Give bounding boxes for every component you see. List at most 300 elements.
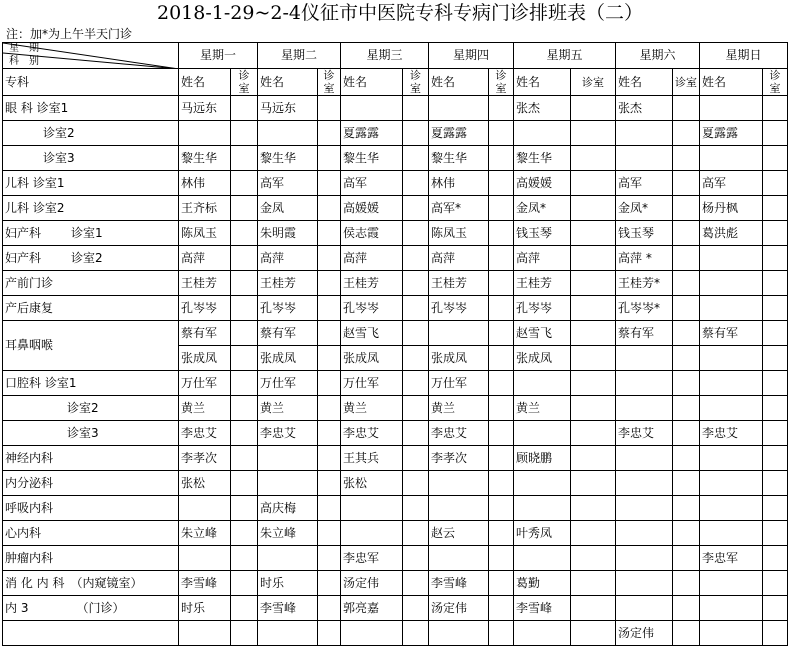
room-cell [489, 446, 514, 471]
room-cell [489, 171, 514, 196]
doctor-cell: 赵云 [429, 521, 489, 546]
doctor-cell: 金凤* [616, 196, 673, 221]
dept-column-header: 专科 [3, 69, 179, 96]
schedule-note: 注：加*为上午半天门诊 [6, 27, 133, 41]
doctor-cell: 李雪峰 [514, 596, 571, 621]
doctor-cell [514, 546, 571, 571]
doctor-cell: 张成凤 [341, 346, 403, 371]
dept-cell [3, 571, 179, 596]
table-row [3, 546, 788, 571]
doctor-cell: 金凤 [258, 196, 318, 221]
doctor-cell: 高萍 [258, 246, 318, 271]
room-cell [571, 346, 616, 371]
room-cell [231, 346, 258, 371]
doctor-cell: 张成凤 [429, 346, 489, 371]
table-row [3, 221, 788, 246]
doctor-cell: 林伟 [429, 171, 489, 196]
room-cell [763, 421, 788, 446]
doctor-cell: 汤定伟 [429, 596, 489, 621]
dept-cell: 诊室3 [3, 146, 179, 171]
doctor-cell: 黎生华 [179, 146, 231, 171]
doctor-cell: 李忠艾 [616, 421, 673, 446]
room-cell [673, 296, 700, 321]
dept-name: 妇产科 [5, 225, 42, 240]
doctor-cell: 黎生华 [429, 146, 489, 171]
room-cell [763, 571, 788, 596]
dept-cell: 口腔科 诊室1 [3, 371, 179, 396]
doctor-cell [700, 271, 763, 296]
room-cell [489, 271, 514, 296]
doctor-cell [700, 471, 763, 496]
doctor-cell: 王其兵 [341, 446, 403, 471]
doctor-cell [616, 471, 673, 496]
doctor-cell [700, 571, 763, 596]
dept-cell: 诊室3 [3, 421, 179, 446]
name-header-thu: 姓名 [429, 69, 489, 96]
room-cell [571, 221, 616, 246]
room-cell [571, 396, 616, 421]
room-cell [673, 346, 700, 371]
room-cell [231, 196, 258, 221]
doctor-cell: 张成凤 [514, 346, 571, 371]
room-cell [673, 121, 700, 146]
doctor-cell [429, 96, 489, 121]
room-cell [673, 271, 700, 296]
room-cell [673, 446, 700, 471]
room-cell [763, 121, 788, 146]
dept-cell [3, 596, 179, 621]
dept-cell: 内分泌科 [3, 471, 179, 496]
room-cell [763, 321, 788, 346]
doctor-cell: 黄兰 [179, 396, 231, 421]
dept-cell: 诊室2 [3, 396, 179, 421]
room-header-fri: 诊室 [571, 69, 616, 96]
doctor-cell: 王桂芳 [341, 271, 403, 296]
room-cell [673, 371, 700, 396]
doctor-cell: 侯志霞 [341, 221, 403, 246]
room-cell [571, 121, 616, 146]
doctor-cell: 王桂芳 [429, 271, 489, 296]
doctor-cell: 李忠艾 [258, 421, 318, 446]
table-row [3, 396, 788, 421]
room-cell [318, 171, 341, 196]
room-name: 诊室1 [71, 225, 103, 240]
room-cell [403, 196, 429, 221]
room-header-thu: 诊室 [489, 69, 514, 96]
dept-cell: 心内科 [3, 521, 179, 546]
room-cell [673, 546, 700, 571]
dept-name: 内 3 [5, 600, 29, 615]
room-cell [571, 421, 616, 446]
doctor-cell: 汤定伟 [341, 571, 403, 596]
room-cell [318, 246, 341, 271]
room-cell [763, 171, 788, 196]
doctor-cell: 高萍 * [616, 246, 673, 271]
doctor-cell [514, 496, 571, 521]
doctor-cell: 王桂芳* [616, 271, 673, 296]
room-cell [673, 321, 700, 346]
room-name: （门诊） [76, 600, 125, 615]
table-row [3, 421, 788, 446]
room-cell [403, 596, 429, 621]
doctor-cell: 黄兰 [258, 396, 318, 421]
doctor-cell: 王桂芳 [514, 271, 571, 296]
room-cell [571, 171, 616, 196]
room-cell [318, 121, 341, 146]
room-header-tue: 诊室 [318, 69, 341, 96]
doctor-cell: 顾晓鹏 [514, 446, 571, 471]
room-cell [403, 171, 429, 196]
table-row [3, 271, 788, 296]
doctor-cell: 赵雪飞 [341, 321, 403, 346]
doctor-cell [616, 496, 673, 521]
room-cell [571, 96, 616, 121]
room-cell [571, 271, 616, 296]
dept-cell: 儿科 诊室2 [3, 196, 179, 221]
doctor-cell: 李孝次 [429, 446, 489, 471]
room-cell [763, 596, 788, 621]
table-row [3, 121, 788, 146]
room-cell [318, 421, 341, 446]
doctor-cell: 高媛媛 [341, 196, 403, 221]
dept-cell: 诊室2 [3, 121, 179, 146]
room-cell [763, 496, 788, 521]
room-cell [318, 146, 341, 171]
room-cell [231, 96, 258, 121]
doctor-cell [429, 321, 489, 346]
day-header-sat: 星期六 [616, 43, 700, 69]
doctor-cell: 高军 [341, 171, 403, 196]
name-header-mon: 姓名 [179, 69, 231, 96]
room-cell [489, 496, 514, 521]
room-cell [489, 471, 514, 496]
room-cell [318, 271, 341, 296]
room-header-wed: 诊室 [403, 69, 429, 96]
doctor-cell [700, 596, 763, 621]
name-header-sat: 姓名 [616, 69, 673, 96]
room-cell [403, 471, 429, 496]
doctor-cell [429, 471, 489, 496]
doctor-cell [616, 146, 673, 171]
doctor-cell [429, 496, 489, 521]
table-row [3, 371, 788, 396]
doctor-cell: 万仕军 [258, 371, 318, 396]
room-cell [231, 596, 258, 621]
doctor-cell: 李忠艾 [179, 421, 231, 446]
doctor-cell: 万仕军 [179, 371, 231, 396]
doctor-cell: 高庆梅 [258, 496, 318, 521]
doctor-cell: 黄兰 [514, 396, 571, 421]
room-cell [489, 121, 514, 146]
doctor-cell [179, 121, 231, 146]
room-cell [763, 196, 788, 221]
room-cell [673, 471, 700, 496]
room-cell [763, 396, 788, 421]
room-cell [673, 221, 700, 246]
room-cell [673, 246, 700, 271]
room-cell [231, 446, 258, 471]
doctor-cell: 夏露露 [429, 121, 489, 146]
room-cell [403, 446, 429, 471]
room-cell [231, 396, 258, 421]
header-days-row [3, 43, 788, 69]
room-cell [489, 371, 514, 396]
doctor-cell [616, 346, 673, 371]
room-cell [403, 321, 429, 346]
room-cell [763, 96, 788, 121]
room-cell [318, 546, 341, 571]
doctor-cell: 高军 [700, 171, 763, 196]
doctor-cell [514, 121, 571, 146]
room-cell [403, 246, 429, 271]
room-name: 诊室2 [71, 250, 103, 265]
doctor-cell [514, 421, 571, 446]
room-cell [318, 471, 341, 496]
room-cell [571, 321, 616, 346]
room-cell [489, 221, 514, 246]
doctor-cell [616, 596, 673, 621]
room-cell [571, 596, 616, 621]
room-cell [571, 246, 616, 271]
doctor-cell: 钱玉琴 [514, 221, 571, 246]
room-cell [489, 296, 514, 321]
room-cell [318, 346, 341, 371]
room-cell [231, 271, 258, 296]
doctor-cell [700, 96, 763, 121]
room-cell [673, 571, 700, 596]
doctor-cell [700, 371, 763, 396]
room-cell [489, 546, 514, 571]
doctor-cell [616, 546, 673, 571]
doctor-cell: 张成凤 [179, 346, 231, 371]
day-header-fri: 星期五 [514, 43, 616, 69]
room-cell [403, 271, 429, 296]
doctor-cell: 黎生华 [258, 146, 318, 171]
day-header-mon: 星期一 [179, 43, 258, 69]
doctor-cell: 叶秀凤 [514, 521, 571, 546]
doctor-cell [514, 371, 571, 396]
doctor-cell: 张松 [341, 471, 403, 496]
name-header-sun: 姓名 [700, 69, 763, 96]
doctor-cell [616, 521, 673, 546]
schedule-table [2, 42, 788, 646]
room-cell [403, 221, 429, 246]
room-header-mon: 诊室 [231, 69, 258, 96]
doctor-cell: 高萍 [341, 246, 403, 271]
room-cell [673, 396, 700, 421]
doctor-cell: 马远东 [258, 96, 318, 121]
room-cell [571, 496, 616, 521]
page-title: 2018-1-29~2-4仪征市中医院专科专病门诊排班表（二） [157, 2, 643, 24]
room-cell [489, 196, 514, 221]
table-row [3, 171, 788, 196]
doctor-cell: 夏露露 [700, 121, 763, 146]
doctor-cell: 李雪峰 [179, 571, 231, 596]
dept-cell: 耳鼻咽喉 [3, 321, 179, 371]
doctor-cell [616, 571, 673, 596]
room-cell [571, 521, 616, 546]
doctor-cell: 王齐标 [179, 196, 231, 221]
doctor-cell: 张杰 [616, 96, 673, 121]
room-cell [318, 446, 341, 471]
room-cell [318, 296, 341, 321]
room-cell [763, 546, 788, 571]
room-name: （内窥镜室） [70, 575, 143, 590]
dept-cell: 眼 科 诊室1 [3, 96, 179, 121]
doctor-cell: 高媛媛 [514, 171, 571, 196]
room-cell [673, 171, 700, 196]
room-cell [318, 196, 341, 221]
doctor-cell: 张松 [179, 471, 231, 496]
room-cell [571, 471, 616, 496]
room-cell [318, 221, 341, 246]
doctor-cell [616, 396, 673, 421]
room-cell [489, 321, 514, 346]
doctor-cell: 陈凤玉 [429, 221, 489, 246]
doctor-cell [700, 296, 763, 321]
dept-cell: 产前门诊 [3, 271, 179, 296]
doctor-cell [616, 371, 673, 396]
doctor-cell: 李忠军 [700, 546, 763, 571]
room-cell [403, 121, 429, 146]
doctor-cell: 蔡有军 [616, 321, 673, 346]
room-cell [231, 546, 258, 571]
doctor-cell: 李忠艾 [429, 421, 489, 446]
room-cell [571, 196, 616, 221]
doctor-cell [341, 96, 403, 121]
doctor-cell: 高萍 [514, 246, 571, 271]
name-header-tue: 姓名 [258, 69, 318, 96]
doctor-cell: 孔岑岑 [429, 296, 489, 321]
room-header-sat: 诊室 [673, 69, 700, 96]
doctor-cell: 黎生华 [341, 146, 403, 171]
room-cell [403, 521, 429, 546]
doctor-cell: 杨丹枫 [700, 196, 763, 221]
table-row [3, 146, 788, 171]
doctor-cell: 葛洪彪 [700, 221, 763, 246]
dept-cell: 神经内科 [3, 446, 179, 471]
doctor-cell [514, 471, 571, 496]
doctor-cell: 李雪峰 [258, 596, 318, 621]
dept-cell: 呼吸内科 [3, 496, 179, 521]
room-cell [673, 496, 700, 521]
doctor-cell [700, 446, 763, 471]
room-cell [231, 496, 258, 521]
doctor-cell [616, 446, 673, 471]
room-cell [763, 446, 788, 471]
doctor-cell: 黎生华 [514, 146, 571, 171]
corner-week-label: 星期 [9, 43, 49, 54]
room-cell [763, 521, 788, 546]
doctor-cell: 李忠艾 [700, 421, 763, 446]
room-cell [403, 421, 429, 446]
room-cell [763, 221, 788, 246]
table-row [3, 471, 788, 496]
table-row [3, 571, 788, 596]
table-row [3, 246, 788, 271]
room-cell [571, 146, 616, 171]
doctor-cell [700, 396, 763, 421]
table-row [3, 196, 788, 221]
doctor-cell: 蔡有军 [179, 321, 231, 346]
doctor-cell [258, 121, 318, 146]
doctor-cell [700, 496, 763, 521]
doctor-cell: 汤定伟 [616, 621, 673, 646]
doctor-cell: 高军 [616, 171, 673, 196]
room-cell [489, 146, 514, 171]
day-header-thu: 星期四 [429, 43, 514, 69]
room-cell [403, 396, 429, 421]
doctor-cell [700, 346, 763, 371]
room-cell [403, 571, 429, 596]
doctor-cell: 时乐 [179, 596, 231, 621]
doctor-cell [616, 121, 673, 146]
doctor-cell: 孔岑岑 [341, 296, 403, 321]
dept-name: 消 化 内 科 [5, 575, 65, 590]
doctor-cell: 夏露露 [341, 121, 403, 146]
dept-name: 妇产科 [5, 250, 42, 265]
dept-cell: 产后康复 [3, 296, 179, 321]
corner-cell [3, 43, 179, 69]
room-cell [231, 121, 258, 146]
doctor-cell: 马远东 [179, 96, 231, 121]
table-row [3, 596, 788, 621]
room-cell [763, 471, 788, 496]
doctor-cell [258, 471, 318, 496]
table-row [3, 446, 788, 471]
doctor-cell: 李忠军 [341, 546, 403, 571]
doctor-cell: 万仕军 [429, 371, 489, 396]
room-cell [571, 371, 616, 396]
doctor-cell: 王桂芳 [179, 271, 231, 296]
doctor-cell: 金凤* [514, 196, 571, 221]
room-cell [403, 496, 429, 521]
doctor-cell [179, 546, 231, 571]
day-header-tue: 星期二 [258, 43, 341, 69]
room-cell [403, 371, 429, 396]
room-cell [231, 146, 258, 171]
doctor-cell: 黄兰 [429, 396, 489, 421]
doctor-cell [700, 521, 763, 546]
room-cell [231, 471, 258, 496]
doctor-cell: 高萍 [429, 246, 489, 271]
doctor-cell: 李雪峰 [429, 571, 489, 596]
room-cell [489, 421, 514, 446]
table-row [3, 96, 788, 121]
doctor-cell [700, 146, 763, 171]
room-cell [489, 96, 514, 121]
room-cell [231, 371, 258, 396]
doctor-cell [258, 446, 318, 471]
doctor-cell: 孔岑岑 [179, 296, 231, 321]
dept-cell: 儿科 诊室1 [3, 171, 179, 196]
room-cell [763, 246, 788, 271]
room-cell [763, 371, 788, 396]
room-cell [763, 346, 788, 371]
doctor-cell: 张成凤 [258, 346, 318, 371]
room-cell [763, 296, 788, 321]
table-row [3, 296, 788, 321]
doctor-cell [700, 246, 763, 271]
doctor-cell: 高军* [429, 196, 489, 221]
room-cell [489, 596, 514, 621]
room-cell [318, 396, 341, 421]
room-cell [318, 371, 341, 396]
room-cell [673, 596, 700, 621]
doctor-cell: 张杰 [514, 96, 571, 121]
dept-cell [3, 221, 179, 246]
room-cell [318, 521, 341, 546]
